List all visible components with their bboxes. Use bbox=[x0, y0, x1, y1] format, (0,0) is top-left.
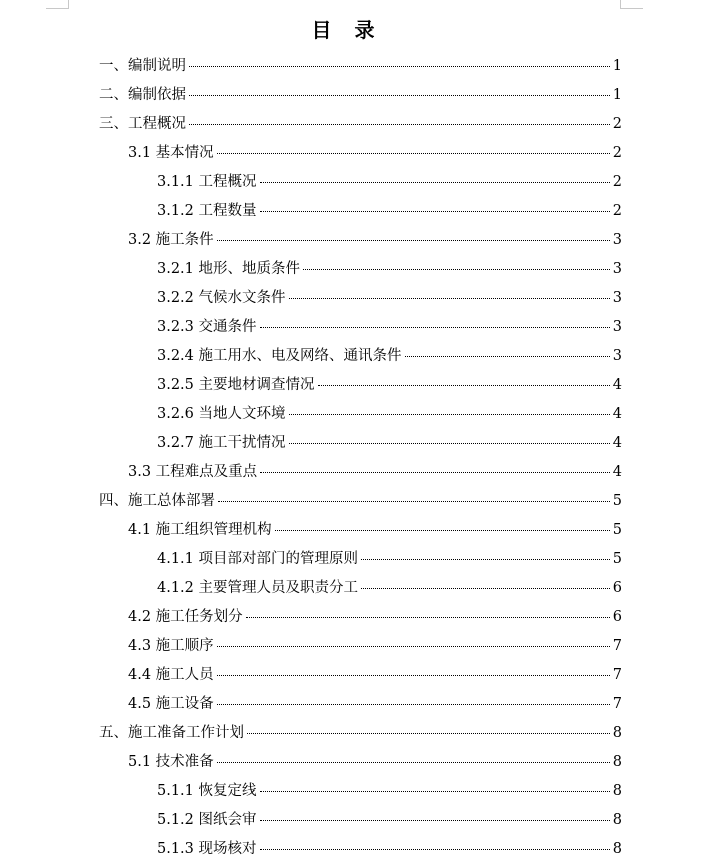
toc-dot-leader bbox=[318, 385, 610, 386]
toc-entry-label: 4.2 施工任务划分 bbox=[128, 609, 243, 625]
toc-entry[interactable] bbox=[157, 255, 622, 284]
crop-mark-top-left bbox=[46, 0, 69, 9]
toc-page-number: 3 bbox=[612, 232, 622, 248]
toc-page-number: 1 bbox=[612, 58, 622, 74]
toc-dot-leader bbox=[260, 791, 610, 792]
toc-page-number: 3 bbox=[612, 319, 622, 335]
toc-entry[interactable] bbox=[99, 52, 622, 81]
toc-dot-leader bbox=[260, 472, 610, 473]
toc-page-number: 3 bbox=[612, 261, 622, 277]
toc-page-number: 3 bbox=[612, 348, 622, 364]
toc-page-number: 4 bbox=[612, 435, 622, 451]
toc-entry-label: 3.2.4 施工用水、电及网络、通讯条件 bbox=[157, 348, 402, 364]
toc-page-number: 8 bbox=[612, 725, 622, 741]
toc-entry[interactable] bbox=[157, 777, 622, 806]
toc-page-number: 3 bbox=[612, 290, 622, 306]
toc-entry[interactable] bbox=[157, 429, 622, 458]
toc-page-number: 8 bbox=[612, 783, 622, 799]
toc-entry-label: 3.2 施工条件 bbox=[128, 232, 214, 248]
toc-page-number: 1 bbox=[612, 87, 622, 103]
toc-entry-label: 3.2.6 当地人文环境 bbox=[157, 406, 286, 422]
toc-page-number: 7 bbox=[612, 667, 622, 683]
toc-page-number: 4 bbox=[612, 377, 622, 393]
toc-dot-leader bbox=[289, 443, 610, 444]
toc-entry[interactable] bbox=[157, 400, 622, 429]
toc-dot-leader bbox=[405, 356, 610, 357]
toc-entry[interactable] bbox=[157, 835, 622, 864]
toc-entry[interactable] bbox=[157, 371, 622, 400]
toc-entry-label: 3.1.2 工程数量 bbox=[157, 203, 257, 219]
toc-dot-leader bbox=[361, 588, 610, 589]
toc-page-number: 5 bbox=[612, 551, 622, 567]
toc-dot-leader bbox=[289, 414, 610, 415]
toc-entry[interactable] bbox=[128, 748, 622, 777]
toc-entry-label: 4.5 施工设备 bbox=[128, 696, 214, 712]
toc-dot-leader bbox=[189, 124, 610, 125]
toc-entry[interactable] bbox=[157, 313, 622, 342]
toc-entry[interactable] bbox=[157, 342, 622, 371]
toc-dot-leader bbox=[217, 762, 610, 763]
toc-page-number: 2 bbox=[612, 174, 622, 190]
toc-entry[interactable] bbox=[157, 284, 622, 313]
toc-entry-label: 5.1.1 恢复定线 bbox=[157, 783, 257, 799]
toc-page-number: 2 bbox=[612, 203, 622, 219]
toc-entry-label: 4.1.2 主要管理人员及职责分工 bbox=[157, 580, 359, 596]
toc-entry-label: 3.2.3 交通条件 bbox=[157, 319, 257, 335]
toc-entry[interactable] bbox=[157, 574, 622, 603]
toc-page-number: 8 bbox=[612, 812, 622, 828]
toc-entry[interactable] bbox=[128, 226, 622, 255]
toc-dot-leader bbox=[217, 240, 610, 241]
toc-entry[interactable] bbox=[157, 168, 622, 197]
toc-dot-leader bbox=[247, 733, 610, 734]
toc-dot-leader bbox=[303, 269, 610, 270]
toc-page-number: 6 bbox=[612, 609, 622, 625]
toc-entry-label: 3.2.1 地形、地质条件 bbox=[157, 261, 301, 277]
toc-entry[interactable] bbox=[128, 516, 622, 545]
toc-entry[interactable] bbox=[128, 603, 622, 632]
toc-dot-leader bbox=[217, 675, 610, 676]
toc-entry-label: 3.2.7 施工干扰情况 bbox=[157, 435, 286, 451]
toc-title: 目 录 bbox=[311, 18, 383, 42]
toc-dot-leader bbox=[217, 153, 610, 154]
toc-entry[interactable] bbox=[99, 110, 622, 139]
toc-page-number: 7 bbox=[612, 696, 622, 712]
toc-dot-leader bbox=[260, 849, 610, 850]
toc-entry[interactable] bbox=[99, 487, 622, 516]
toc-page-number: 7 bbox=[612, 638, 622, 654]
toc-entry[interactable] bbox=[157, 545, 622, 574]
toc-dot-leader bbox=[260, 182, 610, 183]
toc-dot-leader bbox=[246, 617, 610, 618]
toc-entry[interactable] bbox=[128, 632, 622, 661]
toc-entry-label: 3.2.2 气候水文条件 bbox=[157, 290, 286, 306]
toc-page-number: 8 bbox=[612, 841, 622, 857]
toc-page-number: 8 bbox=[612, 754, 622, 770]
toc-page-number: 4 bbox=[612, 464, 622, 480]
toc-entry-label: 4.1 施工组织管理机构 bbox=[128, 522, 272, 538]
toc-entry[interactable] bbox=[99, 719, 622, 748]
toc-dot-leader bbox=[260, 820, 610, 821]
toc-entry[interactable] bbox=[128, 458, 622, 487]
toc-dot-leader bbox=[289, 298, 610, 299]
toc-entry-label: 一、编制说明 bbox=[99, 58, 186, 74]
toc-page-number: 5 bbox=[612, 493, 622, 509]
toc-entry[interactable] bbox=[99, 81, 622, 110]
toc-dot-leader bbox=[189, 95, 610, 96]
toc-dot-leader bbox=[218, 501, 610, 502]
toc-entry-label: 5.1.2 图纸会审 bbox=[157, 812, 257, 828]
toc-entry[interactable] bbox=[157, 197, 622, 226]
toc-entry-label: 4.4 施工人员 bbox=[128, 667, 214, 683]
toc-entry-label: 四、施工总体部署 bbox=[99, 493, 215, 509]
toc-page-number: 4 bbox=[612, 406, 622, 422]
toc-dot-leader bbox=[189, 66, 610, 67]
toc-entry-label: 3.2.5 主要地材调查情况 bbox=[157, 377, 315, 393]
toc-entry[interactable] bbox=[157, 806, 622, 835]
toc-dot-leader bbox=[260, 327, 610, 328]
toc-page-number: 2 bbox=[612, 145, 622, 161]
toc-entry-label: 4.3 施工顺序 bbox=[128, 638, 214, 654]
toc-dot-leader bbox=[217, 646, 610, 647]
toc-page-number: 2 bbox=[612, 116, 622, 132]
crop-mark-top-right bbox=[620, 0, 643, 9]
toc-entry-label: 三、工程概况 bbox=[99, 116, 186, 132]
toc-dot-leader bbox=[275, 530, 610, 531]
toc-dot-leader bbox=[217, 704, 610, 705]
toc-dot-leader bbox=[361, 559, 610, 560]
toc-entry[interactable] bbox=[128, 139, 622, 168]
toc-entry-label: 5.1 技术准备 bbox=[128, 754, 214, 770]
toc-entry-label: 二、编制依据 bbox=[99, 87, 186, 103]
toc-entry-label: 4.1.1 项目部对部门的管理原则 bbox=[157, 551, 359, 567]
toc-entry-label: 3.1.1 工程概况 bbox=[157, 174, 257, 190]
toc-entry[interactable] bbox=[128, 661, 622, 690]
toc-entry-label: 3.3 工程难点及重点 bbox=[128, 464, 258, 480]
toc-entry[interactable] bbox=[128, 690, 622, 719]
toc-entry-label: 5.1.3 现场核对 bbox=[157, 841, 257, 857]
toc-page-number: 6 bbox=[612, 580, 622, 596]
toc-entry-label: 3.1 基本情况 bbox=[128, 145, 214, 161]
toc-entry-label: 五、施工准备工作计划 bbox=[99, 725, 244, 741]
toc-dot-leader bbox=[260, 211, 610, 212]
toc-page-number: 5 bbox=[612, 522, 622, 538]
